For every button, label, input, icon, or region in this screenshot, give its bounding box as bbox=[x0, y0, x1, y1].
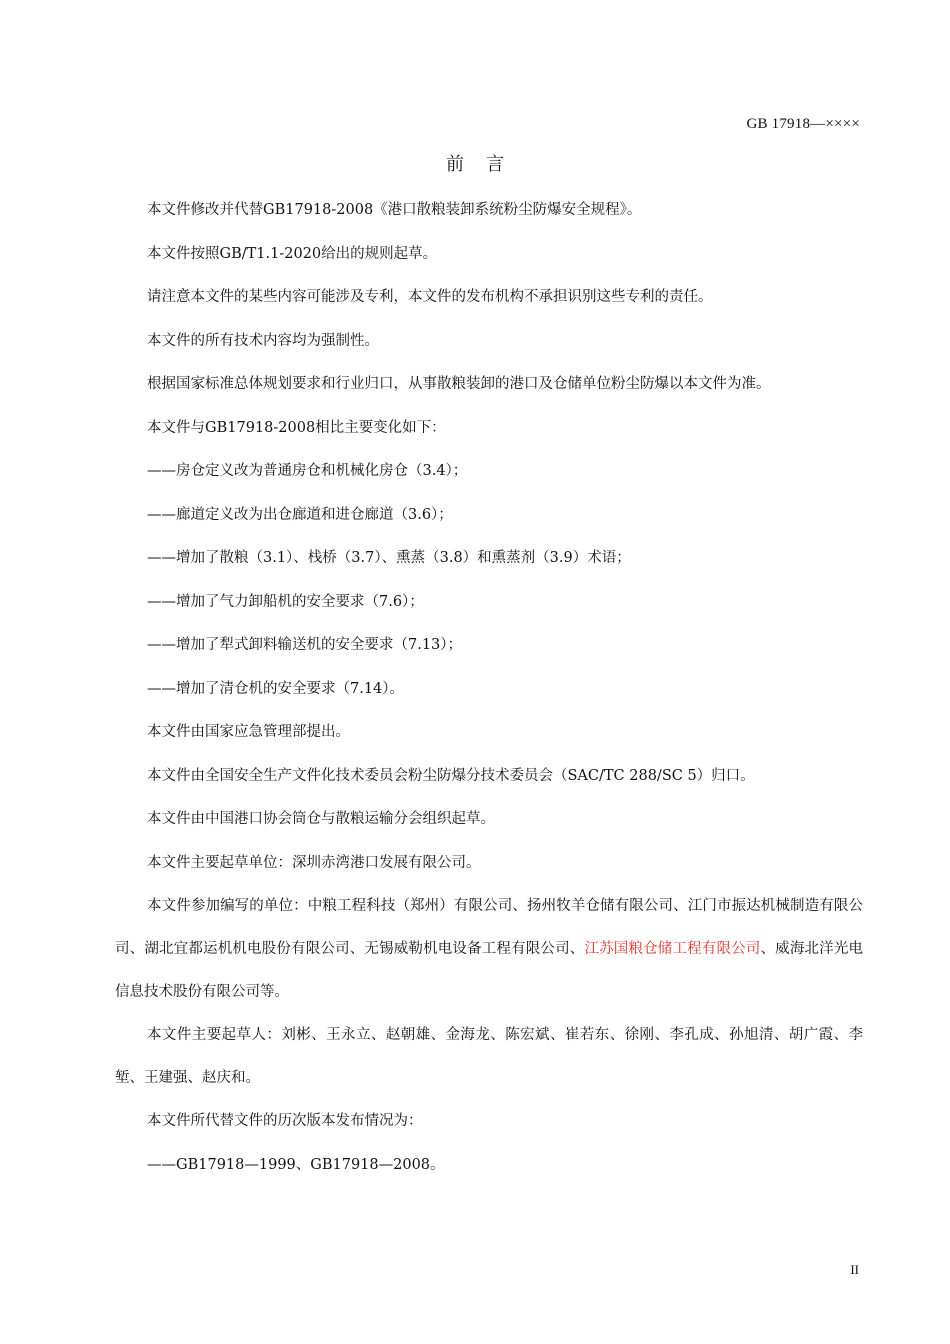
paragraph-drafters: 本文件主要起草人：刘彬、王永立、赵朝雄、金海龙、陈宏斌、崔若东、徐刚、李孔成、孙旭清、胡广霞、李堑、王建强、赵庆和。 bbox=[115, 1027, 863, 1086]
change-item: ——增加了犁式卸料输送机的安全要求（7.13）； bbox=[147, 637, 463, 653]
paragraph-history-title: 本文件所代替文件的历次版本发布情况为： bbox=[147, 1113, 423, 1129]
change-item: ——廊道定义改为出仓廊道和进仓廊道（3.6）； bbox=[147, 506, 453, 523]
paragraph-mandatory: 本文件的所有技术内容均为强制性。 bbox=[147, 332, 379, 349]
change-item: ——增加了散粮（3.1）、栈桥（3.7）、熏蒸（3.8）和熏蒸剂（3.9）术语； bbox=[147, 550, 631, 566]
participants-text: 本文件参加编写的单位：中粮工程科技（郑州）有限公司、扬州牧羊仓储有限公司、江门市振达机械制造有限公司、湖北宜都运机机电股份有限公司、无锡威勒机电设备工程有限公司、 bbox=[115, 898, 863, 957]
paragraph-centralized-unit: 本文件由全国安全生产文件化技术委员会粉尘防爆分技术委员会（SAC/TC 288/SC 5）归口。 bbox=[147, 767, 755, 784]
highlighted-company: 江苏国粮仓储工程有限公司 bbox=[584, 941, 761, 957]
page-number: II bbox=[850, 1262, 859, 1277]
document-number: GB 17918—×××× bbox=[746, 116, 860, 132]
paragraph-main-drafting-unit: 本文件主要起草单位：深圳赤湾港口发展有限公司。 bbox=[147, 854, 481, 871]
paragraph-replacement: 本文件修改并代替GB17918-2008《港口散粮装卸系统粉尘防爆安全规程》。 bbox=[147, 202, 642, 218]
change-item: ——增加了清仓机的安全要求（7.14）。 bbox=[147, 680, 405, 697]
paragraph-patent-notice: 请注意本文件的某些内容可能涉及专利，本文件的发布机构不承担识别这些专利的责任。 bbox=[147, 289, 713, 305]
document-body bbox=[115, 189, 863, 1187]
page-title: 前言 bbox=[446, 154, 526, 175]
history-item: ——GB17918—1999、GB17918—2008。 bbox=[147, 1156, 445, 1173]
paragraph-organizer: 本文件由中国港口协会筒仓与散粮运输分会组织起草。 bbox=[147, 811, 495, 827]
paragraph-changes-intro: 本文件与GB17918-2008相比主要变化如下： bbox=[147, 419, 446, 436]
change-item: ——增加了气力卸船机的安全要求（7.6）； bbox=[147, 593, 424, 610]
paragraph-proposer: 本文件由国家应急管理部提出。 bbox=[147, 724, 350, 740]
paragraph-drafting-rules: 本文件按照GB/T1.1-2020给出的规则起草。 bbox=[147, 245, 438, 262]
participants-text-end: 、威海北洋光电信息技术股份有限公司等。 bbox=[115, 941, 864, 1000]
change-item: ——房仓定义改为普通房仓和机械化房仓（3.4）； bbox=[147, 463, 468, 479]
paragraph-scope: 根据国家标准总体规划要求和行业归口，从事散粮装卸的港口及仓储单位粉尘防爆以本文件为准。 bbox=[147, 376, 771, 392]
paragraph-participants bbox=[115, 885, 863, 1014]
